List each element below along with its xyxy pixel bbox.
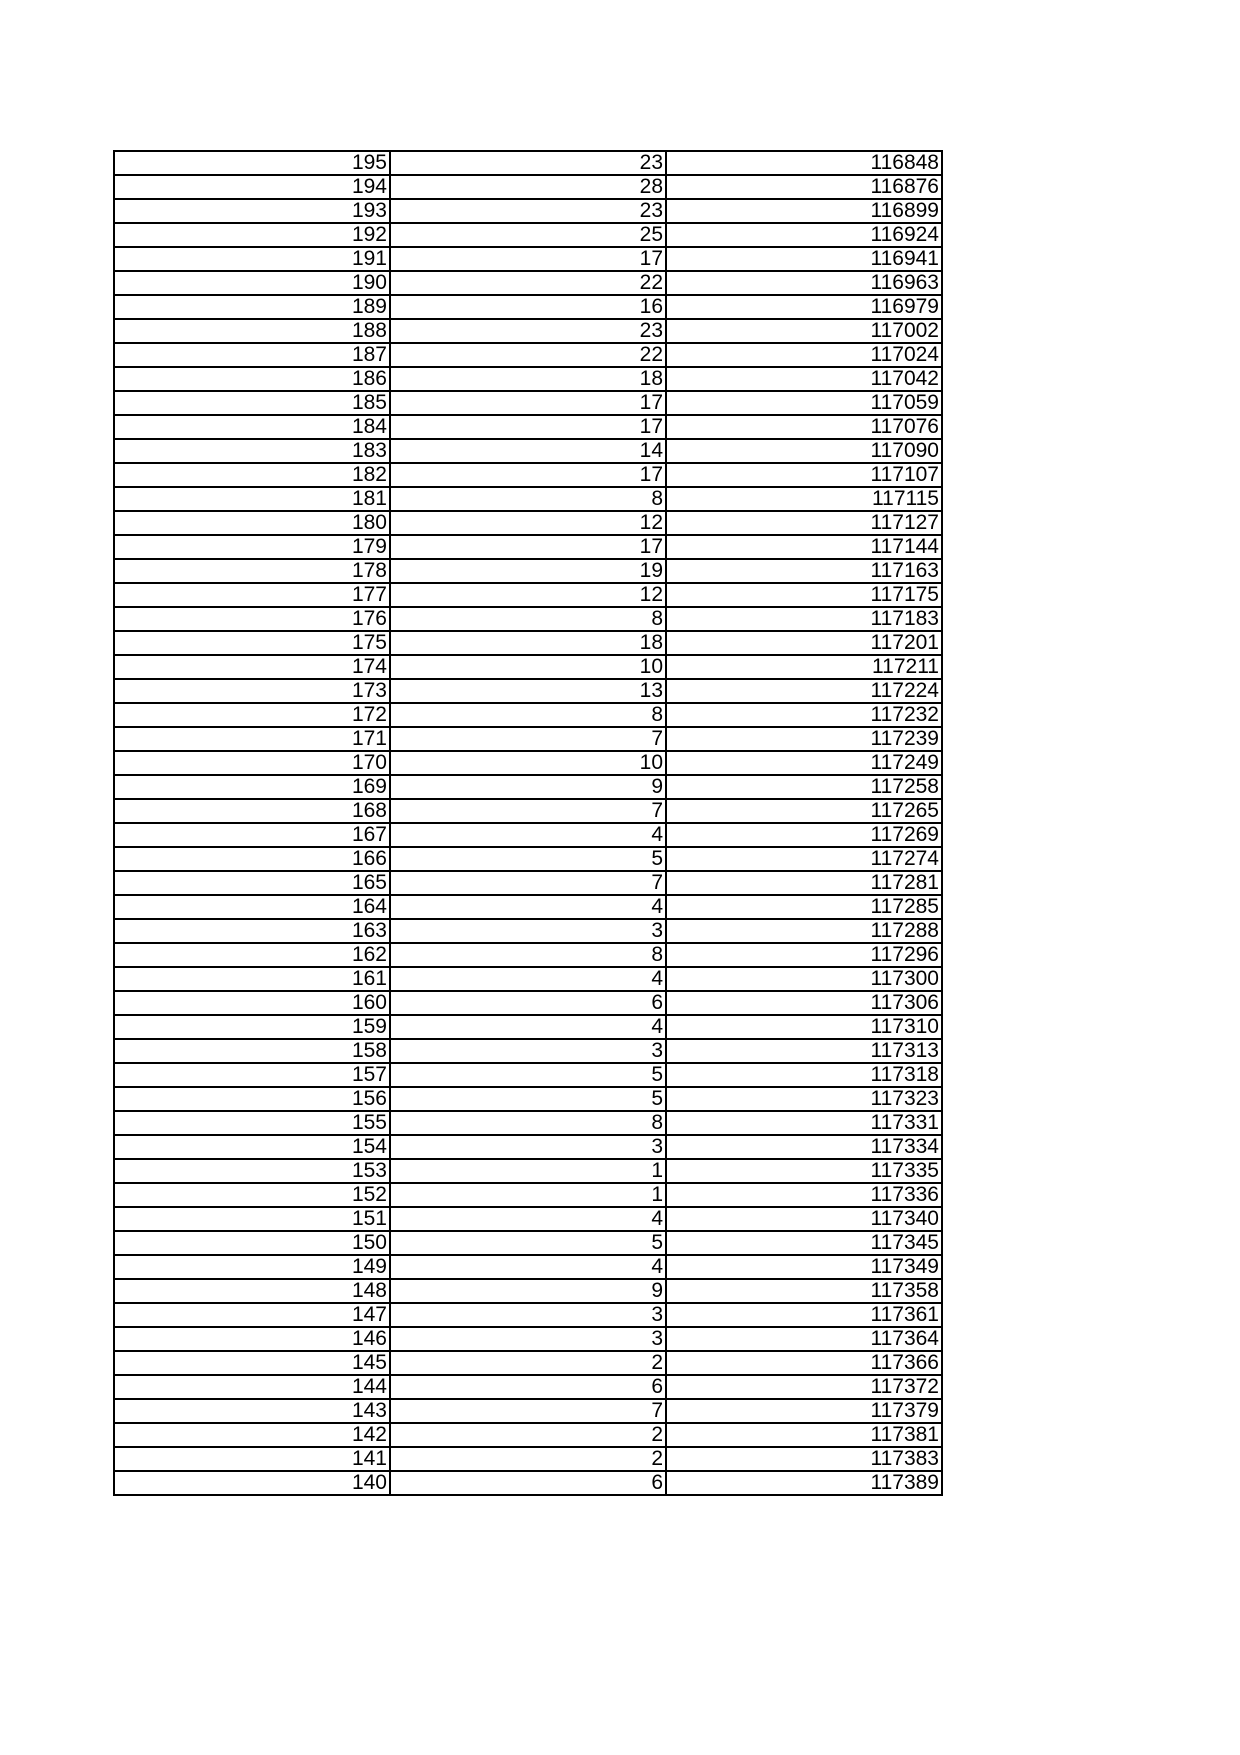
row-index-cell: 165 — [114, 871, 390, 895]
cumulative-total-cell: 117249 — [666, 751, 942, 775]
table-body — [114, 151, 942, 1495]
count-cell: 8 — [390, 1111, 666, 1135]
row-index-cell: 143 — [114, 1399, 390, 1423]
cumulative-total-cell: 117115 — [666, 487, 942, 511]
count-cell: 2 — [390, 1351, 666, 1375]
count-cell: 1 — [390, 1159, 666, 1183]
cumulative-total-cell: 116979 — [666, 295, 942, 319]
table-row — [114, 943, 942, 967]
count-cell: 17 — [390, 391, 666, 415]
count-cell: 5 — [390, 1087, 666, 1111]
row-index-cell: 192 — [114, 223, 390, 247]
cumulative-total-cell: 117383 — [666, 1447, 942, 1471]
cumulative-total-cell: 117163 — [666, 559, 942, 583]
cumulative-total-cell: 117211 — [666, 655, 942, 679]
cumulative-total-cell: 117334 — [666, 1135, 942, 1159]
cumulative-total-cell: 117224 — [666, 679, 942, 703]
cumulative-total-cell: 117335 — [666, 1159, 942, 1183]
table-row — [114, 1015, 942, 1039]
table-row — [114, 1111, 942, 1135]
row-index-cell: 162 — [114, 943, 390, 967]
cumulative-total-cell: 117258 — [666, 775, 942, 799]
table-row — [114, 919, 942, 943]
row-index-cell: 169 — [114, 775, 390, 799]
table-row — [114, 535, 942, 559]
count-cell: 9 — [390, 775, 666, 799]
table-row — [114, 271, 942, 295]
row-index-cell: 188 — [114, 319, 390, 343]
count-cell: 17 — [390, 247, 666, 271]
row-index-cell: 147 — [114, 1303, 390, 1327]
cumulative-total-cell: 117201 — [666, 631, 942, 655]
cumulative-total-cell: 117265 — [666, 799, 942, 823]
cumulative-total-cell: 117090 — [666, 439, 942, 463]
cumulative-total-cell: 116963 — [666, 271, 942, 295]
count-cell: 9 — [390, 1279, 666, 1303]
table-row — [114, 1447, 942, 1471]
row-index-cell: 168 — [114, 799, 390, 823]
count-cell: 2 — [390, 1423, 666, 1447]
count-cell: 18 — [390, 367, 666, 391]
table-row — [114, 367, 942, 391]
cumulative-total-cell: 117296 — [666, 943, 942, 967]
table-row — [114, 391, 942, 415]
cumulative-total-cell: 117318 — [666, 1063, 942, 1087]
count-cell: 17 — [390, 535, 666, 559]
table-row — [114, 1327, 942, 1351]
row-index-cell: 178 — [114, 559, 390, 583]
table-row — [114, 991, 942, 1015]
count-cell: 8 — [390, 943, 666, 967]
count-cell: 5 — [390, 1063, 666, 1087]
row-index-cell: 174 — [114, 655, 390, 679]
count-cell: 6 — [390, 1375, 666, 1399]
table-row — [114, 487, 942, 511]
count-cell: 4 — [390, 1255, 666, 1279]
cumulative-total-cell: 117364 — [666, 1327, 942, 1351]
cumulative-total-cell: 117300 — [666, 967, 942, 991]
cumulative-total-cell: 117366 — [666, 1351, 942, 1375]
count-cell: 5 — [390, 847, 666, 871]
row-index-cell: 151 — [114, 1207, 390, 1231]
row-index-cell: 153 — [114, 1159, 390, 1183]
table-row — [114, 559, 942, 583]
row-index-cell: 167 — [114, 823, 390, 847]
count-cell: 23 — [390, 199, 666, 223]
count-cell: 3 — [390, 1135, 666, 1159]
table-row — [114, 751, 942, 775]
cumulative-total-cell: 117183 — [666, 607, 942, 631]
count-cell: 6 — [390, 1471, 666, 1495]
row-index-cell: 150 — [114, 1231, 390, 1255]
count-cell: 23 — [390, 151, 666, 175]
row-index-cell: 166 — [114, 847, 390, 871]
count-cell: 18 — [390, 631, 666, 655]
table-row — [114, 631, 942, 655]
count-cell: 6 — [390, 991, 666, 1015]
cumulative-total-cell: 117306 — [666, 991, 942, 1015]
table-row — [114, 439, 942, 463]
count-cell: 25 — [390, 223, 666, 247]
table-row — [114, 463, 942, 487]
count-cell: 12 — [390, 511, 666, 535]
row-index-cell: 142 — [114, 1423, 390, 1447]
row-index-cell: 180 — [114, 511, 390, 535]
cumulative-total-cell: 116924 — [666, 223, 942, 247]
table-row — [114, 1207, 942, 1231]
count-cell: 13 — [390, 679, 666, 703]
cumulative-total-cell: 117285 — [666, 895, 942, 919]
row-index-cell: 152 — [114, 1183, 390, 1207]
row-index-cell: 164 — [114, 895, 390, 919]
cumulative-total-cell: 117323 — [666, 1087, 942, 1111]
cumulative-total-cell: 117274 — [666, 847, 942, 871]
row-index-cell: 193 — [114, 199, 390, 223]
table-row — [114, 799, 942, 823]
row-index-cell: 189 — [114, 295, 390, 319]
cumulative-total-cell: 117232 — [666, 703, 942, 727]
cumulative-total-cell: 117313 — [666, 1039, 942, 1063]
cumulative-total-cell: 117349 — [666, 1255, 942, 1279]
row-index-cell: 155 — [114, 1111, 390, 1135]
row-index-cell: 181 — [114, 487, 390, 511]
count-cell: 1 — [390, 1183, 666, 1207]
count-cell: 7 — [390, 727, 666, 751]
cumulative-total-cell: 116941 — [666, 247, 942, 271]
row-index-cell: 157 — [114, 1063, 390, 1087]
cumulative-total-cell: 117389 — [666, 1471, 942, 1495]
table-row — [114, 1303, 942, 1327]
cumulative-total-cell: 117336 — [666, 1183, 942, 1207]
row-index-cell: 182 — [114, 463, 390, 487]
row-index-cell: 195 — [114, 151, 390, 175]
count-cell: 3 — [390, 919, 666, 943]
count-cell: 3 — [390, 1327, 666, 1351]
cumulative-total-cell: 117107 — [666, 463, 942, 487]
table-row — [114, 223, 942, 247]
table-row — [114, 1255, 942, 1279]
row-index-cell: 173 — [114, 679, 390, 703]
count-cell: 19 — [390, 559, 666, 583]
cumulative-total-cell: 117381 — [666, 1423, 942, 1447]
cumulative-total-cell: 117361 — [666, 1303, 942, 1327]
cumulative-total-cell: 117331 — [666, 1111, 942, 1135]
row-index-cell: 149 — [114, 1255, 390, 1279]
table-row — [114, 775, 942, 799]
count-cell: 5 — [390, 1231, 666, 1255]
table-row — [114, 727, 942, 751]
table-row — [114, 1279, 942, 1303]
count-cell: 7 — [390, 1399, 666, 1423]
cumulative-total-cell: 117127 — [666, 511, 942, 535]
table-row — [114, 703, 942, 727]
data-table — [113, 150, 943, 1496]
table-row — [114, 319, 942, 343]
count-cell: 8 — [390, 487, 666, 511]
count-cell: 3 — [390, 1039, 666, 1063]
table-row — [114, 823, 942, 847]
count-cell: 4 — [390, 895, 666, 919]
table-row — [114, 1183, 942, 1207]
count-cell: 4 — [390, 1015, 666, 1039]
count-cell: 3 — [390, 1303, 666, 1327]
table-row — [114, 151, 942, 175]
cumulative-total-cell: 117059 — [666, 391, 942, 415]
cumulative-total-cell: 117310 — [666, 1015, 942, 1039]
row-index-cell: 177 — [114, 583, 390, 607]
count-cell: 8 — [390, 607, 666, 631]
table-row — [114, 655, 942, 679]
cumulative-total-cell: 117379 — [666, 1399, 942, 1423]
row-index-cell: 179 — [114, 535, 390, 559]
table-row — [114, 679, 942, 703]
row-index-cell: 194 — [114, 175, 390, 199]
table-row — [114, 1231, 942, 1255]
row-index-cell: 172 — [114, 703, 390, 727]
row-index-cell: 141 — [114, 1447, 390, 1471]
cumulative-total-cell: 117042 — [666, 367, 942, 391]
count-cell: 23 — [390, 319, 666, 343]
table-row — [114, 1399, 942, 1423]
count-cell: 22 — [390, 271, 666, 295]
row-index-cell: 176 — [114, 607, 390, 631]
table-row — [114, 1471, 942, 1495]
row-index-cell: 140 — [114, 1471, 390, 1495]
row-index-cell: 163 — [114, 919, 390, 943]
table-row — [114, 415, 942, 439]
table-row — [114, 967, 942, 991]
count-cell: 17 — [390, 463, 666, 487]
row-index-cell: 148 — [114, 1279, 390, 1303]
row-index-cell: 171 — [114, 727, 390, 751]
cumulative-total-cell: 117288 — [666, 919, 942, 943]
count-cell: 4 — [390, 823, 666, 847]
cumulative-total-cell: 116848 — [666, 151, 942, 175]
table-row — [114, 199, 942, 223]
table-row — [114, 1087, 942, 1111]
cumulative-total-cell: 117002 — [666, 319, 942, 343]
cumulative-total-cell: 116899 — [666, 199, 942, 223]
row-index-cell: 186 — [114, 367, 390, 391]
count-cell: 4 — [390, 1207, 666, 1231]
row-index-cell: 190 — [114, 271, 390, 295]
count-cell: 4 — [390, 967, 666, 991]
table-row — [114, 1159, 942, 1183]
table-row — [114, 511, 942, 535]
count-cell: 7 — [390, 799, 666, 823]
row-index-cell: 185 — [114, 391, 390, 415]
table-row — [114, 847, 942, 871]
row-index-cell: 160 — [114, 991, 390, 1015]
row-index-cell: 184 — [114, 415, 390, 439]
cumulative-total-cell: 117340 — [666, 1207, 942, 1231]
cumulative-total-cell: 117372 — [666, 1375, 942, 1399]
cumulative-total-cell: 116876 — [666, 175, 942, 199]
cumulative-total-cell: 117281 — [666, 871, 942, 895]
row-index-cell: 161 — [114, 967, 390, 991]
row-index-cell: 158 — [114, 1039, 390, 1063]
cumulative-total-cell: 117358 — [666, 1279, 942, 1303]
table-row — [114, 1135, 942, 1159]
table-row — [114, 1351, 942, 1375]
row-index-cell: 156 — [114, 1087, 390, 1111]
count-cell: 28 — [390, 175, 666, 199]
table-row — [114, 1063, 942, 1087]
count-cell: 12 — [390, 583, 666, 607]
count-cell: 2 — [390, 1447, 666, 1471]
cumulative-total-cell: 117269 — [666, 823, 942, 847]
count-cell: 14 — [390, 439, 666, 463]
cumulative-total-cell: 117239 — [666, 727, 942, 751]
table-row — [114, 295, 942, 319]
table-row — [114, 247, 942, 271]
row-index-cell: 175 — [114, 631, 390, 655]
table-row — [114, 871, 942, 895]
count-cell: 8 — [390, 703, 666, 727]
count-cell: 16 — [390, 295, 666, 319]
cumulative-total-cell: 117144 — [666, 535, 942, 559]
row-index-cell: 159 — [114, 1015, 390, 1039]
table-row — [114, 607, 942, 631]
row-index-cell: 183 — [114, 439, 390, 463]
count-cell: 17 — [390, 415, 666, 439]
row-index-cell: 146 — [114, 1327, 390, 1351]
count-cell: 10 — [390, 655, 666, 679]
cumulative-total-cell: 117076 — [666, 415, 942, 439]
cumulative-total-cell: 117175 — [666, 583, 942, 607]
row-index-cell: 145 — [114, 1351, 390, 1375]
count-cell: 10 — [390, 751, 666, 775]
table-row — [114, 895, 942, 919]
table-row — [114, 1375, 942, 1399]
row-index-cell: 144 — [114, 1375, 390, 1399]
table-row — [114, 1423, 942, 1447]
row-index-cell: 170 — [114, 751, 390, 775]
count-cell: 22 — [390, 343, 666, 367]
table-row — [114, 343, 942, 367]
cumulative-total-cell: 117024 — [666, 343, 942, 367]
row-index-cell: 191 — [114, 247, 390, 271]
table-row — [114, 1039, 942, 1063]
row-index-cell: 187 — [114, 343, 390, 367]
count-cell: 7 — [390, 871, 666, 895]
cumulative-total-cell: 117345 — [666, 1231, 942, 1255]
table-row — [114, 583, 942, 607]
table-row — [114, 175, 942, 199]
row-index-cell: 154 — [114, 1135, 390, 1159]
